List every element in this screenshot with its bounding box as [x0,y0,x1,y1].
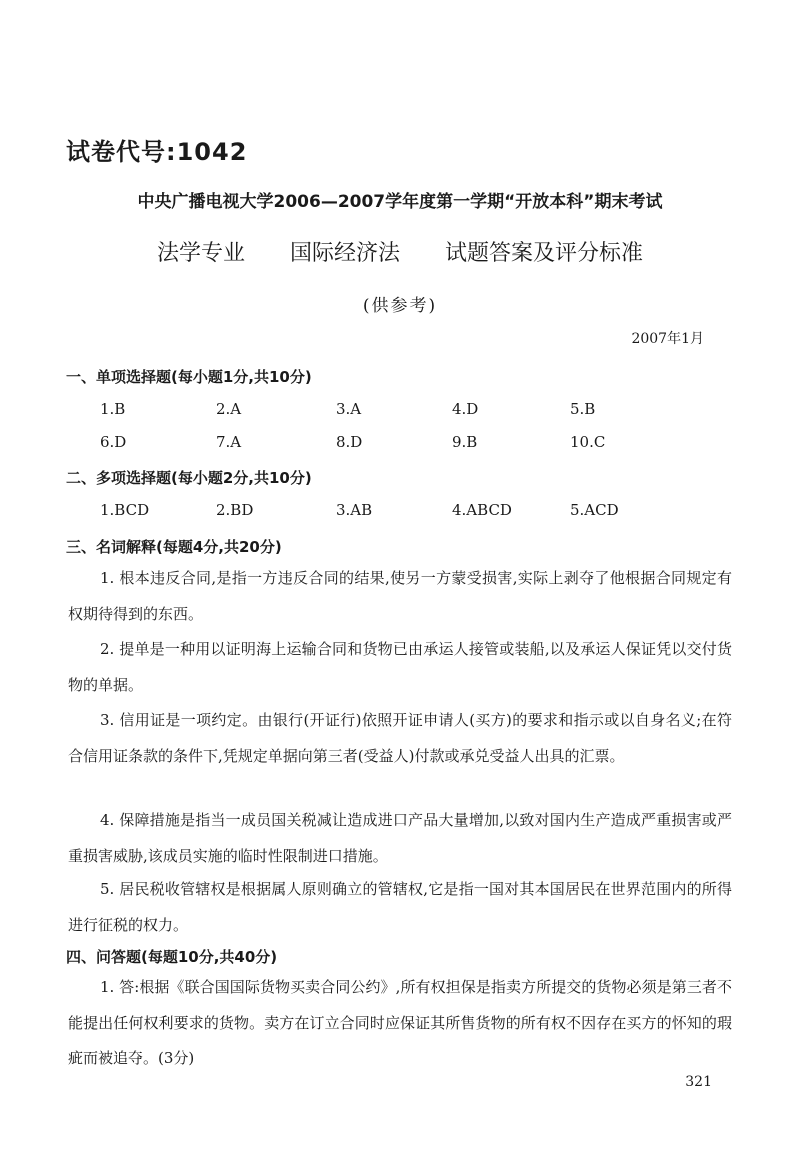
answer-item: 5.ACD [570,501,619,519]
answer-item: 3.A [336,400,362,418]
definition-paragraph: 2. 提单是一种用以证明海上运输合同和货物已由承运人接管或装船,以及承运人保证凭以交付货物的单据。 [68,640,732,694]
definition-paragraph: 4. 保障措施是指当一成员国关税减让造成进口产品大量增加,以致对国内生产造成严重损害或严重损害威胁,该成员实施的临时性限制进口措施。 [68,811,732,865]
section-2-heading: 二、多项选择题(每小题2分,共10分) [66,469,312,487]
subject-doc: 试题答案及评分标准 [445,241,644,266]
section-4-heading: 四、问答题(每题10分,共40分) [66,948,278,966]
reference-note: (供参考) [362,296,438,316]
answer-item: 2.A [216,400,242,418]
section-3-heading: 三、名词解释(每题4分,共20分) [66,538,282,556]
definition-paragraph: 3. 信用证是一项约定。由银行(开证行)依照开证申请人(买方)的要求和指示或以自身名义;在符合信用证条款的条件下,凭规定单据向第三者(受益人)付款或承兑受益人出具的汇票。 [68,711,732,765]
exam-date: 2007年1月 [631,331,704,347]
answer-item: 10.C [570,433,606,451]
answer-item: 6.D [100,433,127,451]
answer-item: 9.B [452,433,478,451]
subject-title [0,236,800,267]
definition-paragraph: 5. 居民税收管辖权是根据属人原则确立的管辖权,它是指一国对其本国居民在世界范围内的所得进行征税的权力。 [68,880,732,934]
answer-item: 4.ABCD [452,501,512,519]
answer-item: 5.B [570,400,596,418]
page-number: 321 [685,1074,712,1090]
answer-item: 1.B [100,400,126,418]
answer-item: 2.BD [216,501,254,519]
answer-item: 4.D [452,400,479,418]
answer-item: 7.A [216,433,242,451]
answer-item: 3.AB [336,501,373,519]
section-1-heading: 一、单项选择题(每小题1分,共10分) [66,368,312,386]
answer-item: 8.D [336,433,363,451]
subject-course: 国际经济法 [289,241,400,266]
paper-code: 试卷代号:1042 [66,138,248,166]
exam-title: 中央广播电视大学2006—2007学年度第一学期“开放本科”期末考试 [137,192,663,212]
subject-major: 法学专业 [156,241,245,266]
answer-item: 1.BCD [100,501,150,519]
definition-paragraph: 1. 根本违反合同,是指一方违反合同的结果,使另一方蒙受损害,实际上剥夺了他根据合同规定有权期待得到的东西。 [68,569,732,623]
answer-paragraph: 1. 答:根据《联合国国际货物买卖合同公约》,所有权担保是指卖方所提交的货物必须是第三者不能提出任何权利要求的货物。卖方在订立合同时应保证其所售货物的所有权不因存在买方的怀知的瑕疵而被追夺。(3分) [68,978,732,1067]
